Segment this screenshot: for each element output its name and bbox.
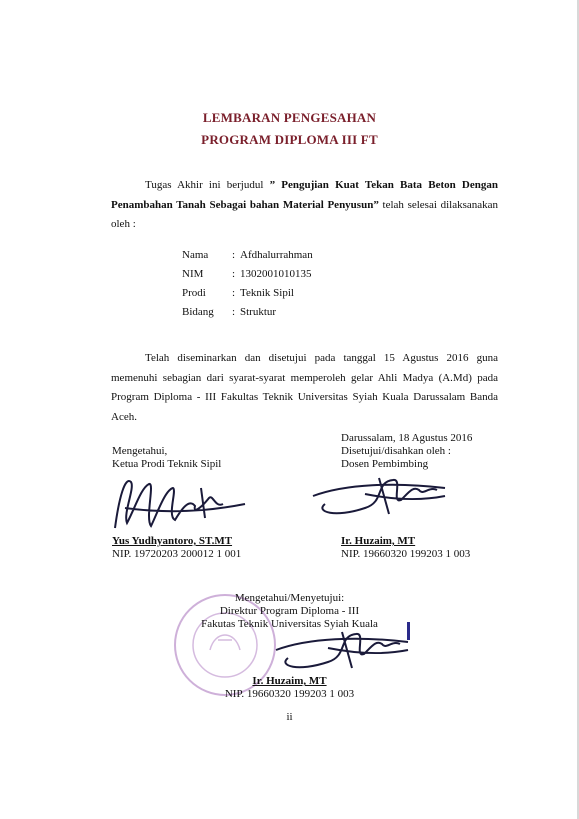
- left-signer-nip: NIP. 19720203 200012 1 001: [112, 548, 242, 560]
- field-label: Prodi: [182, 287, 206, 299]
- field-row-nim: NIM : 1302001010135: [182, 268, 313, 287]
- bottom-signer-line1: Mengetahui/Menyetujui:: [234, 592, 345, 604]
- field-value: Afdhalurrahman: [240, 249, 313, 261]
- student-fields: [182, 249, 313, 325]
- intro-post: telah selesai dilaksanakan oleh :: [111, 198, 498, 230]
- margin-mark: [407, 622, 410, 640]
- field-value: Teknik Sipil: [240, 287, 294, 299]
- field-label: NIM: [182, 268, 204, 280]
- left-signature-image: [105, 468, 255, 538]
- field-row-nama: Nama : Afdhalurrahman: [182, 249, 313, 268]
- page-number: ii: [286, 711, 293, 723]
- right-signature-image: [305, 468, 455, 528]
- left-signer-line2: Ketua Prodi Teknik Sipil: [112, 458, 222, 470]
- bottom-signature-image: [268, 622, 418, 682]
- seminar-paragraph: Telah diseminarkan dan disetujui pada tanggal 15 Agustus 2016 guna memenuhi sebagian dari syarat-syarat memperoleh gelar Ahli Madya (A.Md) pada Program Diploma - III Fakultas Teknik Universitas Syiah Kuala Darussalam Banda Aceh.: [111, 352, 498, 423]
- field-row-bidang: Bidang : Struktur: [182, 306, 313, 325]
- field-value: 1302001010135: [240, 268, 312, 280]
- field-label: Bidang: [182, 306, 214, 318]
- right-signer-nip: NIP. 19660320 199203 1 003: [341, 548, 471, 560]
- bottom-signer-nip: NIP. 19660320 199203 1 003: [224, 688, 355, 700]
- intro-pre: Tugas Akhir ini berjudul: [145, 179, 270, 191]
- intro-paragraph: [111, 176, 498, 235]
- bottom-signer-line3: Fakutas Teknik Universitas Syiah Kuala: [201, 618, 378, 630]
- bottom-signer-name: Ir. Huzaim, MT: [252, 675, 327, 687]
- right-signer-line1: Disetujui/disahkan oleh :: [341, 445, 451, 457]
- field-row-prodi: Prodi : Teknik Sipil: [182, 287, 313, 306]
- field-label: Nama: [182, 249, 209, 261]
- right-signer-date: Darussalam, 18 Agustus 2016: [341, 432, 473, 444]
- left-signer-line1: Mengetahui,: [112, 445, 168, 457]
- title-line-1: LEMBARAN PENGESAHAN: [202, 110, 377, 125]
- title-line-2: PROGRAM DIPLOMA III FT: [201, 132, 378, 147]
- bottom-signer-line2: Direktur Program Diploma - III: [219, 605, 360, 617]
- right-signer-name: Ir. Huzaim, MT: [341, 535, 416, 547]
- field-value: Struktur: [240, 306, 277, 318]
- right-signer-line2: Dosen Pembimbing: [341, 458, 429, 470]
- thesis-title: ” Pengujian Kuat Tekan Bata Beton Dengan Penambahan Tanah Sebagai bahan Material Penyusun”: [111, 179, 498, 211]
- left-signer-name: Yus Yudhyantoro, ST.MT: [112, 535, 233, 547]
